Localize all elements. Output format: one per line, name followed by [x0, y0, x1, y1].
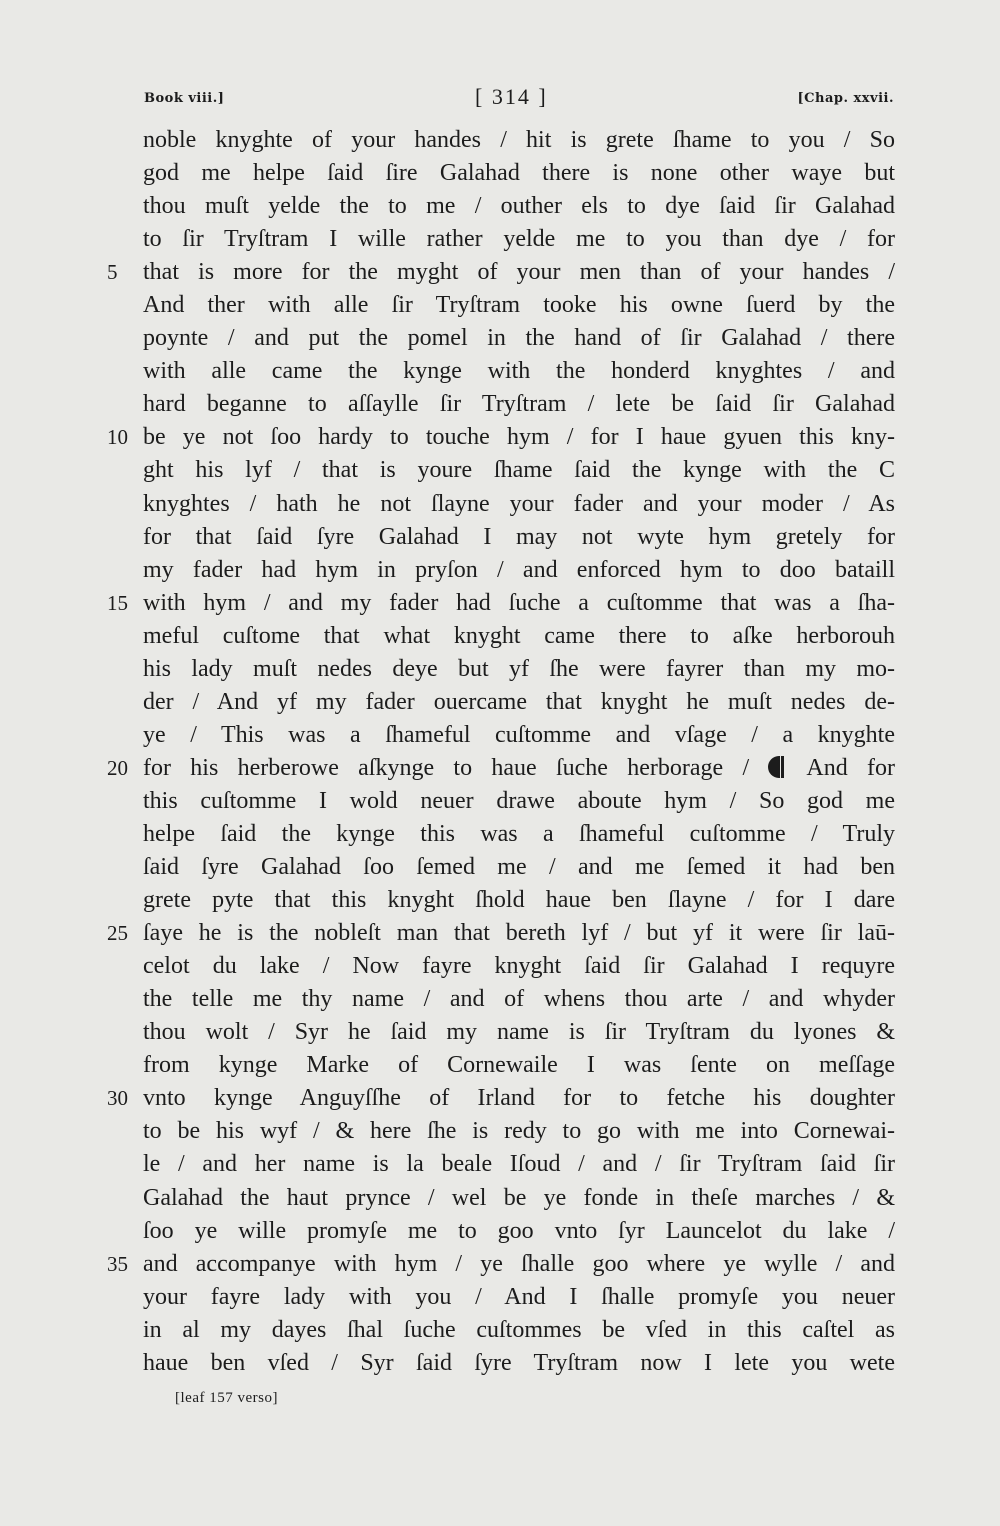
text-line — [143, 554, 895, 587]
line-text: meful cuſtome that what knyght came there to aſke herborouh — [143, 622, 895, 649]
line-number: 5 — [107, 260, 118, 285]
line-number: 25 — [107, 921, 128, 946]
text-line — [107, 917, 895, 950]
text-line — [107, 752, 895, 785]
line-text: celot du lake / Now fayre knyght ſaid ſir Galahad I requyre — [143, 953, 895, 980]
line-text: with alle came the kynge with the honderd knyghtes / and — [143, 358, 895, 385]
text-line — [143, 1347, 895, 1380]
line-text: this cuſtomme I wold neuer drawe aboute hym / So god me — [143, 787, 895, 814]
line-number: 15 — [107, 590, 128, 615]
line-text: noble knyghte of your handes / hit is grete ſhame to you / So — [143, 127, 895, 153]
line-text: ſaid ſyre Galahad ſoo ſemed me / and me ſemed it had ben — [143, 854, 895, 881]
text-line — [143, 686, 895, 719]
line-text: poynte / and put the pomel in the hand of ſir Galahad / there — [143, 325, 895, 352]
line-text: your fayre lady with you / And I ſhalle promyſe you neuer — [143, 1283, 895, 1310]
line-number: 30 — [107, 1086, 128, 1111]
line-text: vnto kynge Anguyſſhe of Irland for to fetche his doughter — [143, 1085, 895, 1112]
line-text: my fader had hym in pryſon / and enforced hym to doo bataill — [143, 556, 895, 583]
text-line — [143, 653, 895, 686]
line-number: 10 — [107, 425, 128, 450]
chapter-reference: [Chap. xxvii. — [797, 91, 894, 106]
text-line — [143, 388, 895, 421]
line-text: knyghtes / hath he not ſlayne your fader and your moder / As — [143, 490, 895, 517]
line-text: grete pyte that this knyght ſhold haue ben ſlayne / for I dare — [143, 887, 895, 914]
text-line — [143, 983, 895, 1016]
text-line — [107, 256, 895, 289]
line-text: his lady muſt nedes deye but yf ſhe were fayrer than my mo- — [143, 655, 895, 682]
text-line — [143, 223, 895, 256]
book-reference: Book viii.] — [144, 91, 225, 106]
text-line — [143, 1115, 895, 1148]
text-line — [143, 950, 895, 983]
line-text: helpe ſaid the kynge this was a ſhameful cuſtomme / Truly — [143, 820, 895, 847]
text-line — [143, 719, 895, 752]
text-line — [107, 1248, 895, 1281]
text-line — [107, 421, 895, 454]
line-text: with hym / and my fader had ſuche a cuſtomme that was a ſha- — [143, 589, 895, 616]
line-text: der / And yf my fader ouercame that knyght he muſt nedes de- — [143, 688, 895, 715]
line-text: le / and her name is la beale Iſoud / and / ſir Tryſtram ſaid ſir — [143, 1151, 895, 1178]
text-line — [143, 322, 895, 355]
text-line — [143, 851, 895, 884]
line-text: ſoo ye wille promyſe me to goo vnto ſyr Launcelot du lake / — [143, 1217, 895, 1244]
text-line — [143, 488, 895, 521]
text-line — [143, 1314, 895, 1347]
text-line — [107, 587, 895, 620]
leaf-note: [leaf 157 verso] — [175, 1390, 278, 1406]
pilcrow-icon — [768, 756, 786, 778]
text-line — [143, 124, 895, 157]
text-line — [107, 1082, 895, 1115]
line-text: haue ben vſed / Syr ſaid ſyre Tryſtram now I lete you wete — [143, 1349, 895, 1376]
line-text: ye / This was a ſhameful cuſtomme and vſage / a knyghte — [143, 721, 895, 748]
line-text: that is more for the myght of your men than of your handes / — [143, 259, 895, 286]
text-line — [143, 1016, 895, 1049]
line-text: And ther with alle ſir Tryſtram tooke his owne ſuerd by the — [143, 292, 895, 319]
line-text: the telle me thy name / and of whens thou arte / and whyder — [143, 986, 895, 1013]
line-text: to be his wyf / & here ſhe is redy to go with me into Cornewai- — [143, 1118, 895, 1145]
text-line — [143, 818, 895, 851]
line-text-segment: And for — [788, 754, 895, 781]
text-line — [143, 1215, 895, 1248]
body-text — [107, 124, 895, 1380]
line-text: ſaye he is the nobleſt man that bereth lyf / but yf it were ſir laū- — [143, 920, 895, 947]
line-text: from kynge Marke of Cornewaile I was ſente on meſſage — [143, 1052, 895, 1079]
line-text: hard beganne to aſſaylle ſir Tryſtram / lete be ſaid ſir Galahad — [143, 391, 895, 418]
line-text-segment: for his herberowe aſkynge to haue ſuche herborage / — [143, 754, 769, 781]
line-text: for that ſaid ſyre Galahad I may not wyte hym gretely for — [143, 523, 895, 550]
line-text: Galahad the haut prynce / wel be ye fonde in theſe marches / & — [143, 1184, 895, 1211]
text-line — [143, 1281, 895, 1314]
text-line — [143, 190, 895, 223]
line-text: thou wolt / Syr he ſaid my name is ſir Tryſtram du lyones & — [143, 1019, 895, 1046]
line-text: in al my dayes ſhal ſuche cuſtommes be vſed in this caſtel as — [143, 1316, 895, 1343]
text-line — [143, 355, 895, 388]
line-number: 20 — [107, 755, 128, 780]
text-line — [143, 1049, 895, 1082]
text-line — [143, 1182, 895, 1215]
line-text: thou muſt yelde the to me / outher els to dye ſaid ſir Galahad — [143, 193, 895, 220]
text-line — [143, 1148, 895, 1181]
text-line — [143, 157, 895, 190]
running-head — [140, 84, 900, 114]
page-number: [ 314 ] — [475, 84, 548, 109]
line-text: and accompanye with hym / ye ſhalle goo where ye wylle / and — [143, 1250, 895, 1277]
line-text: be ye not ſoo hardy to touche hym / for I haue gyuen this kny- — [143, 424, 895, 451]
text-line — [143, 454, 895, 487]
line-text: to ſir Tryſtram I wille rather yelde me to you than dye / for — [143, 226, 895, 253]
line-number: 35 — [107, 1251, 128, 1276]
line-text — [143, 752, 895, 785]
text-line — [143, 620, 895, 653]
text-line — [143, 884, 895, 917]
text-line — [143, 289, 895, 322]
line-text: god me helpe ſaid ſire Galahad there is none other waye but — [143, 160, 895, 187]
line-text: ght his lyf / that is youre ſhame ſaid the kynge with the C — [143, 457, 895, 484]
text-line — [143, 785, 895, 818]
text-line — [143, 521, 895, 554]
